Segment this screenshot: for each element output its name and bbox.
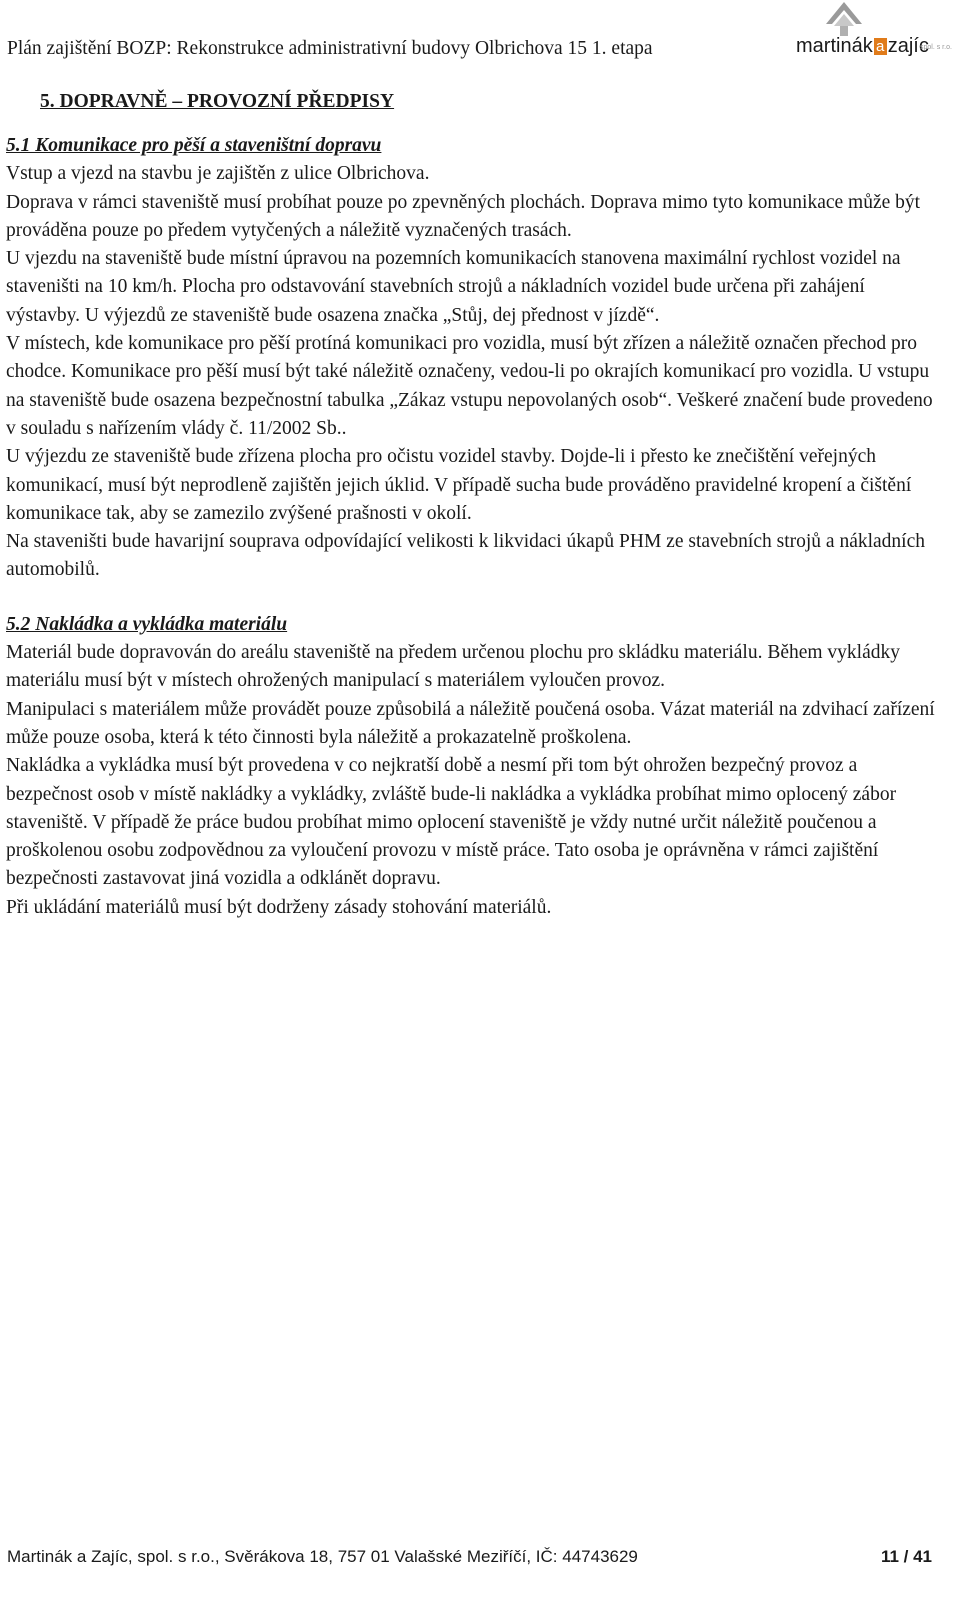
chapter-heading: 5. DOPRAVNĚ – PROVOZNÍ PŘEDPISY (40, 91, 395, 112)
paragraph: Materiál bude dopravován do areálu staveniště na předem určenou plochu pro skládku materiálu. Během vykládky materiálu musí být v místech ohrožených manipulací s materiálem vyloučen provoz. (6, 642, 901, 692)
section-heading-5-1: 5.1 Komunikace pro pěší a staveništní dopravu (6, 135, 382, 156)
paragraph: Vstup a vjezd na stavbu je zajištěn z ulice Olbrichova. (6, 163, 430, 185)
logo-a-box: a (874, 38, 887, 55)
logo-text-post: zajíc (887, 35, 929, 57)
paragraph: Při ukládání materiálů musí být dodrženy zásady stohování materiálů. (6, 896, 552, 918)
logo-text (796, 34, 929, 58)
page-footer (7, 1546, 932, 1568)
logo-text-pre: martinák (796, 35, 873, 57)
section-heading-5-2: 5.2 Nakládka a vykládka materiálu (6, 613, 288, 635)
paragraph: U vjezdu na staveniště bude místní úpravou na pozemních komunikacích stanovena maximální rychlost vozidel na staveništi na 10 km/h. Plocha pro odstavování stavebních strojů a nákladních vozidel bude určena při zahájení výstavby. U výjezdů ze staveniště bude osazena značka „Stůj, dej přednost v jízdě“. (6, 248, 901, 326)
company-logo (796, 0, 960, 66)
page-number: 11 / 41 (880, 1547, 932, 1566)
paragraph: Doprava v rámci staveniště musí probíhat pouze po zpevněných plochách. Doprava mimo tyto komunikace může být prováděna pouze po předem vytyčených a náležitě vyznačených trasách. (6, 191, 921, 241)
paragraph: Nakládka a vykládka musí být provedena v co nejkratší době a nesmí při tom být ohrožen bezpečný provoz a bezpečnost osob v místě nakládky a vykládky, zvláště bude-li nakládka a vykládka probíhat mimo oplocený zábor staveniště. V případě že práce budou probíhat mimo oplocení staveniště je vždy nutné určit náležitě poučenou a proškolenou osobu zodpovědnou za vyloučení provozu v místě práce. Tato osoba je oprávněna v rámci zajištění bezpečnosti zastavovat jiná vozidla a odklánět dopravu. (6, 755, 897, 890)
paragraph: V místech, kde komunikace pro pěší protíná komunikaci pro vozidla, musí být zřízen a náležitě označen přechod pro chodce. Komunikace pro pěší musí být také náležitě označeny, vedou-li po okrajích komunikací pro vozidla. U vstupu na staveniště bude osazena bezpečnostní tabulka „Zákaz vstupu nepovolaných osob“. Veškeré značení bude provedeno v souladu s nařízením vlády č. 11/2002 Sb.. (6, 333, 933, 439)
footer-company: Martinák a Zajíc, spol. s r.o., Svěrákova 18, 757 01 Valašské Meziříčí, IČ: 44743629 (7, 1547, 638, 1566)
logo-subtitle: spol. s r.o. (920, 44, 952, 51)
paragraph: Na staveništi bude havarijní souprava odpovídající velikosti k likvidaci úkapů PHM ze stavebních strojů a nákladních automobilů. (6, 531, 925, 581)
document-content (6, 88, 936, 922)
section-spacer (6, 585, 936, 611)
paragraph: Manipulaci s materiálem může provádět pouze způsobilá a náležitě poučená osoba. Vázat materiál na zdvihací zařízení může pouze osoba, která k této činnosti byla náležitě a prokazatelně proškolena. (6, 698, 935, 748)
header-title: Plán zajištění BOZP: Rekonstrukce administrativní budovy Olbrichova 15 1. etapa (7, 38, 653, 59)
paragraph: U výjezdu ze staveniště bude zřízena plocha pro očistu vozidel stavby. Dojde-li i přesto ke znečištění veřejných komunikací, musí být neprodleně zajištěn jejich úklid. V případě sucha bude prováděno pravidelné kropení a čištění komunikace tak, aby se zamezilo zvýšené prašnosti v okolí. (6, 446, 912, 524)
